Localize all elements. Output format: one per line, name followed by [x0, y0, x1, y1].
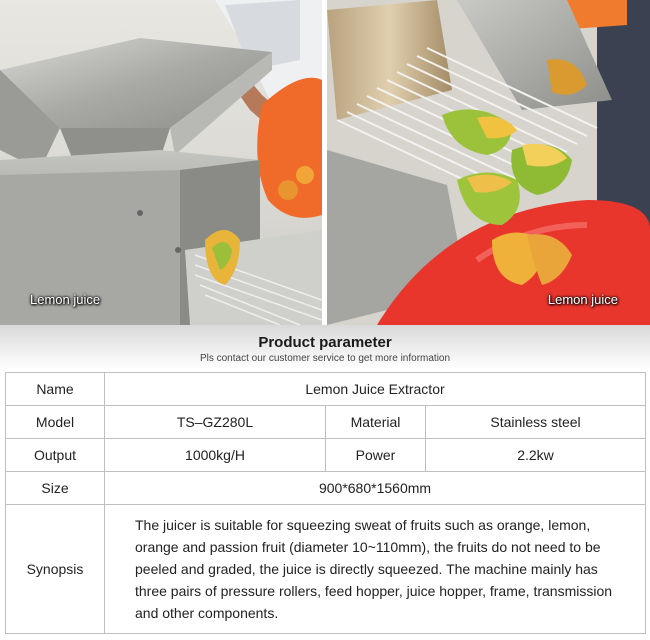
power-value: 2.2kw: [426, 439, 646, 472]
machine-hopper-photo: [0, 0, 322, 325]
material-label: Material: [326, 406, 426, 439]
photo-caption: Lemon juice: [30, 292, 101, 307]
parameter-header: [0, 325, 650, 370]
section-title: Product parameter: [258, 334, 392, 351]
name-value: Lemon Juice Extractor: [105, 373, 646, 406]
model-label: Model: [6, 406, 105, 439]
model-value: TS–GZ280L: [105, 406, 326, 439]
table-row: [6, 373, 646, 406]
name-label: Name: [6, 373, 105, 406]
material-value: Stainless steel: [426, 406, 646, 439]
parameter-table: [5, 372, 646, 634]
size-label: Size: [6, 472, 105, 505]
output-label: Output: [6, 439, 105, 472]
roller-closeup-image: [327, 0, 650, 325]
machine-hopper-image: [0, 0, 322, 325]
output-value: 1000kg/H: [105, 439, 326, 472]
power-label: Power: [326, 439, 426, 472]
size-value: 900*680*1560mm: [105, 472, 646, 505]
photo-caption: Lemon juice: [547, 292, 618, 307]
section-subtitle: Pls contact our customer service to get more information: [199, 353, 451, 364]
synopsis-label: Synopsis: [6, 505, 105, 634]
table-row: [6, 439, 646, 472]
roller-closeup-photo: [327, 0, 650, 325]
table-row: [6, 505, 646, 634]
table-row: [6, 406, 646, 439]
synopsis-value: The juicer is suitable for squeezing sweat of fruits such as orange, lemon, orange and passion fruit (diameter 10~110mm), the fruits do not need to be peeled and graded, the juice is directly squeezed. The machine mainly has three pairs of pressure rollers, feed hopper, juice hopper, frame, transmission and other components.: [105, 505, 646, 634]
table-row: [6, 472, 646, 505]
